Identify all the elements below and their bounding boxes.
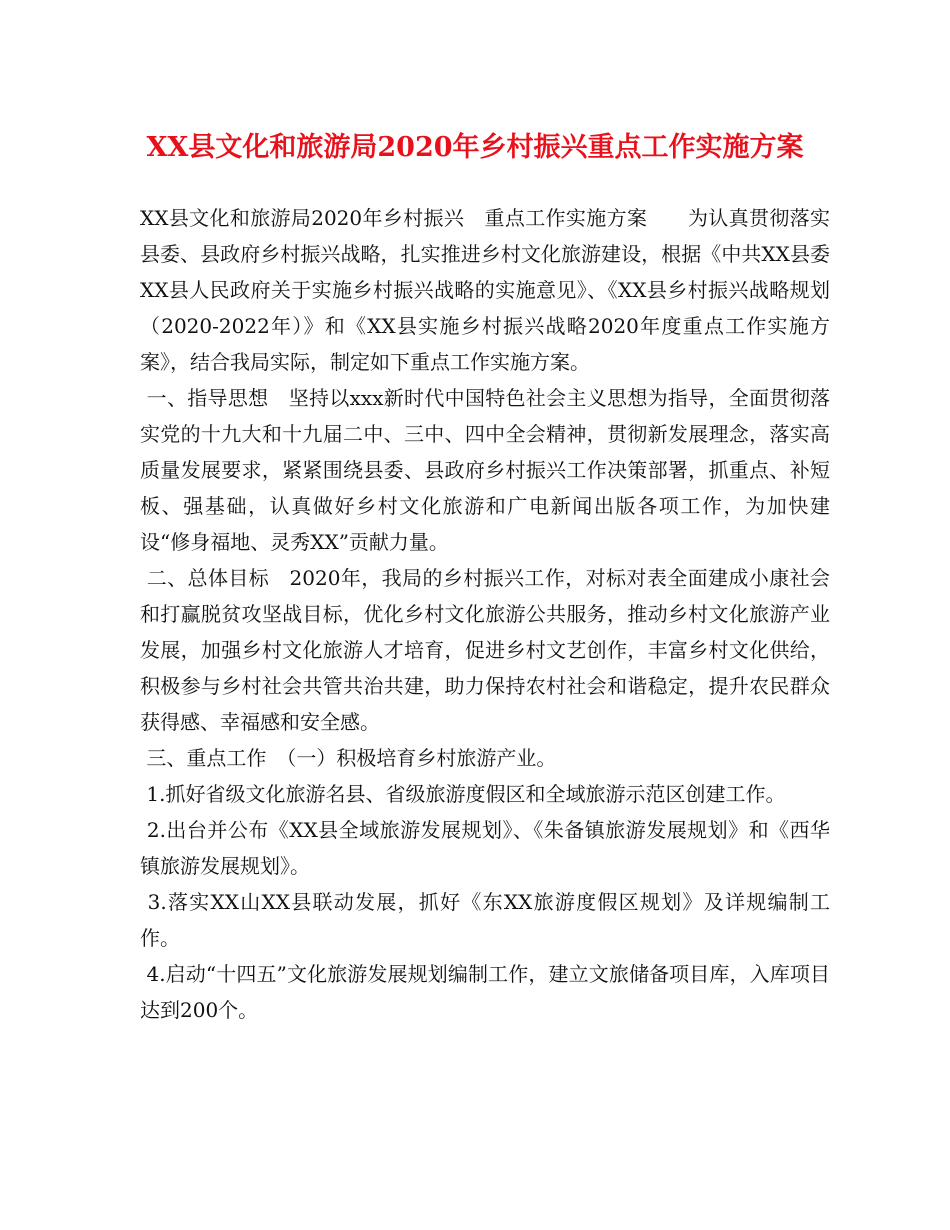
paragraph-key-work-heading: 三、重点工作 （一）积极培育乡村旅游产业。 [140, 746, 557, 770]
paragraph-overall-goal: 二、总体目标 2020年，我局的乡村振兴工作，对标对表全面建成小康社会和打赢脱贫攻坚战目标，优化乡村文化旅游公共服务，推动乡村文化旅游产业发展，加强乡村文化旅游人才培育，促进乡村文艺创作，丰富乡村文化供给，积极参与乡村社会共管共治共建，助力保持农村社会和谐稳定，提升农民群众获得感、幸福感和安全感。 [140, 566, 830, 734]
paragraph-intro: XX县文化和旅游局2020年乡村振兴 重点工作实施方案 为认真贯彻落实县委、县政府乡村振兴战略，扎实推进乡村文化旅游建设，根据《中共XX县委XX县人民政府关于实施乡村振兴战略的实施意见》、《XX县乡村振兴战略规划（2020-2022年）》和《XX县实施乡村振兴战略2020年度重点工作实施方案》，结合我局实际，制定如下重点工作实施方案。 [140, 206, 830, 374]
paragraph-guiding-ideology: 一、指导思想 坚持以xxx新时代中国特色社会主义思想为指导，全面贯彻落实党的十九大和十九届二中、三中、四中全会精神，贯彻新发展理念，落实高质量发展要求，紧紧围绕县委、县政府乡村振兴工作决策部署，抓重点、补短板、强基础，认真做好乡村文化旅游和广电新闻出版各项工作，为加快建设“修身福地、灵秀XX”贡献力量。 [140, 386, 830, 554]
document-title: XX县文化和旅游局2020年乡村振兴重点工作实施方案 [146, 132, 804, 163]
paragraph-item-2: 2.出台并公布《XX县全域旅游发展规划》、《朱备镇旅游发展规划》和《西华镇旅游发展规划》。 [140, 818, 831, 878]
paragraph-item-1: 1.抓好省级文化旅游名县、省级旅游度假区和全域旅游示范区创建工作。 [140, 782, 786, 806]
document-body [140, 200, 830, 1028]
paragraph-item-4: 4.启动“十四五”文化旅游发展规划编制工作，建立文旅储备项目库，入库项目达到200个。 [140, 962, 831, 1022]
paragraph-item-3: 3.落实XX山XX县联动发展，抓好《东XX旅游度假区规划》及详规编制工作。 [140, 890, 830, 950]
